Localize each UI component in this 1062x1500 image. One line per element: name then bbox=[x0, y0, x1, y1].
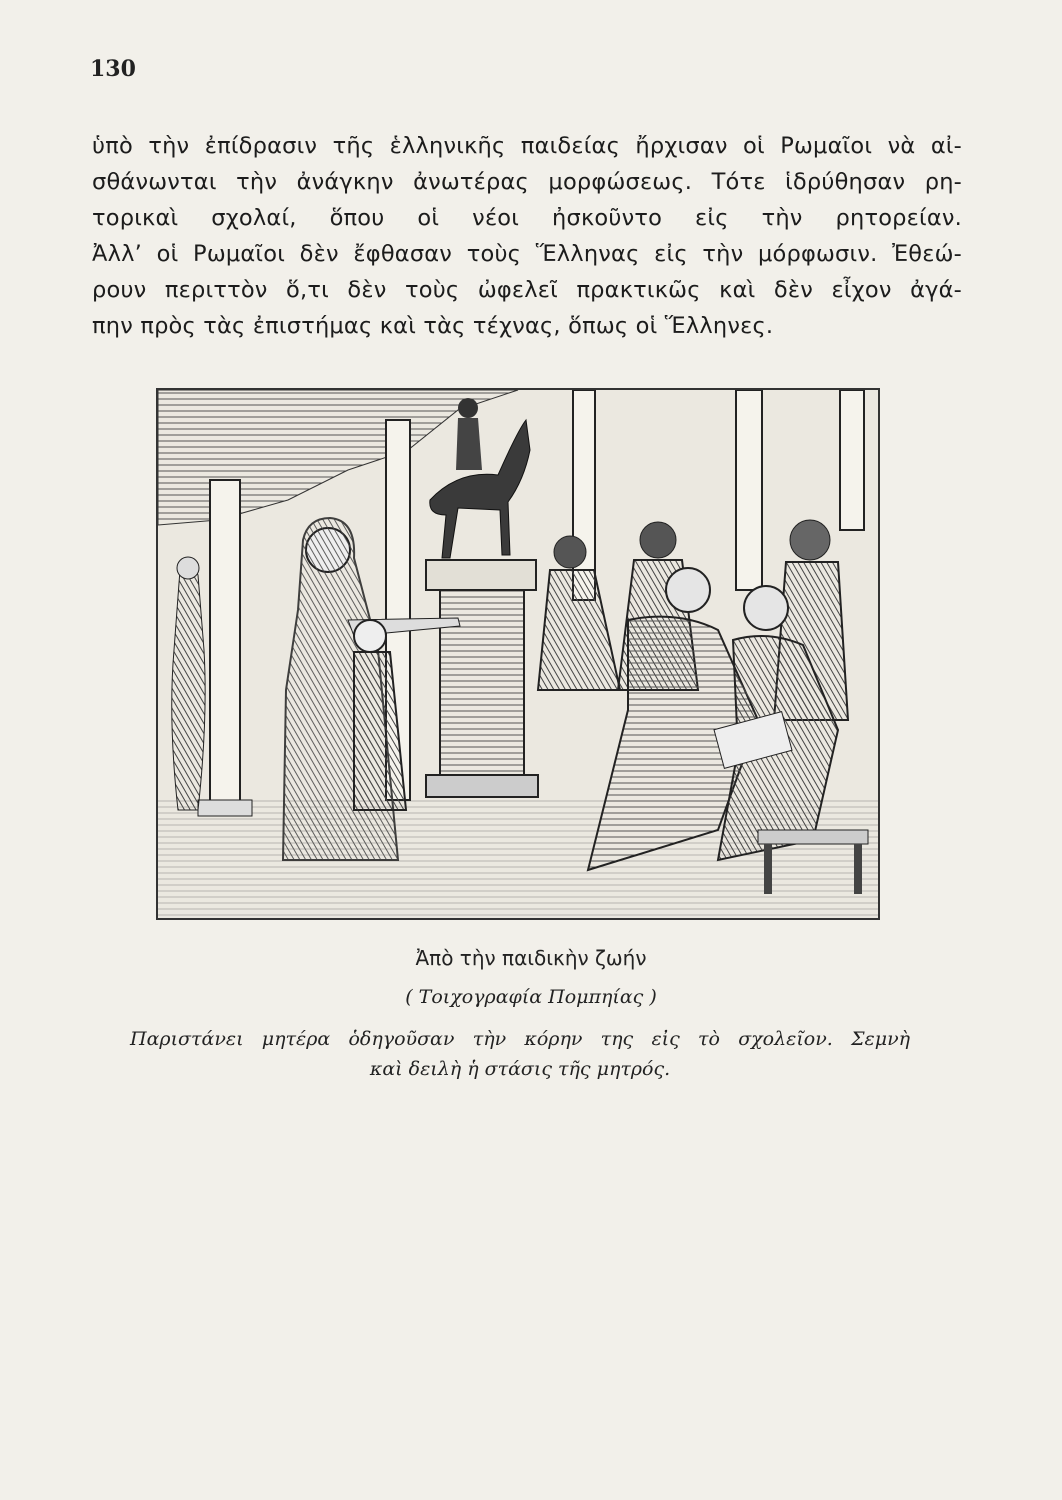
body-line: τορικαὶ σχολαί, ὅπου οἱ νέοι ἠσκοῦντο εἰς τὴν ρητορείαν. bbox=[92, 205, 962, 231]
figure-description bbox=[130, 1024, 910, 1084]
body-line: Ἀλλ’ οἱ Ρωμαῖοι δὲν ἔφθασαν τοὺς Ἕλληνας εἰς τὴν μόρφωσιν. Ἐθεώ- bbox=[92, 241, 962, 267]
body-line: ὑπὸ τὴν ἐπίδρασιν τῆς ἑλληνικῆς παιδείας ἤρχισαν οἱ Ρωμαῖοι νὰ αἰ- bbox=[92, 133, 962, 159]
body-line: σθάνωνται τὴν ἀνάγκην ἀνωτέρας μορφώσεως. Τότε ἱδρύθησαν ρη- bbox=[92, 169, 962, 195]
fresco-illustration bbox=[156, 388, 880, 920]
body-line: πην πρὸς τὰς ἐπιστήμας καὶ τὰς τέχνας, ὅπως οἱ Ἕλληνες. bbox=[92, 313, 774, 339]
figure-source: ( Τοιχογραφία Πομπηίας ) bbox=[405, 986, 657, 1008]
body-line: ρουν περιττὸν ὅ,τι δὲν τοὺς ὠφελεῖ πρακτικῶς καὶ δὲν εἶχον ἀγά- bbox=[92, 277, 962, 303]
page-number: 130 bbox=[90, 56, 136, 82]
figure-description-line: καὶ δειλὴ ἡ στάσις τῆς μητρός. bbox=[369, 1058, 671, 1080]
figure-description-line: Παριστάνει μητέρα ὁδηγοῦσαν τὴν κόρην της εἰς τὸ σχολεῖον. Σεμνὴ bbox=[130, 1028, 910, 1050]
body-text bbox=[92, 128, 962, 344]
figure-title: Ἀπὸ τὴν παιδικὴν ζωήν bbox=[415, 946, 647, 970]
